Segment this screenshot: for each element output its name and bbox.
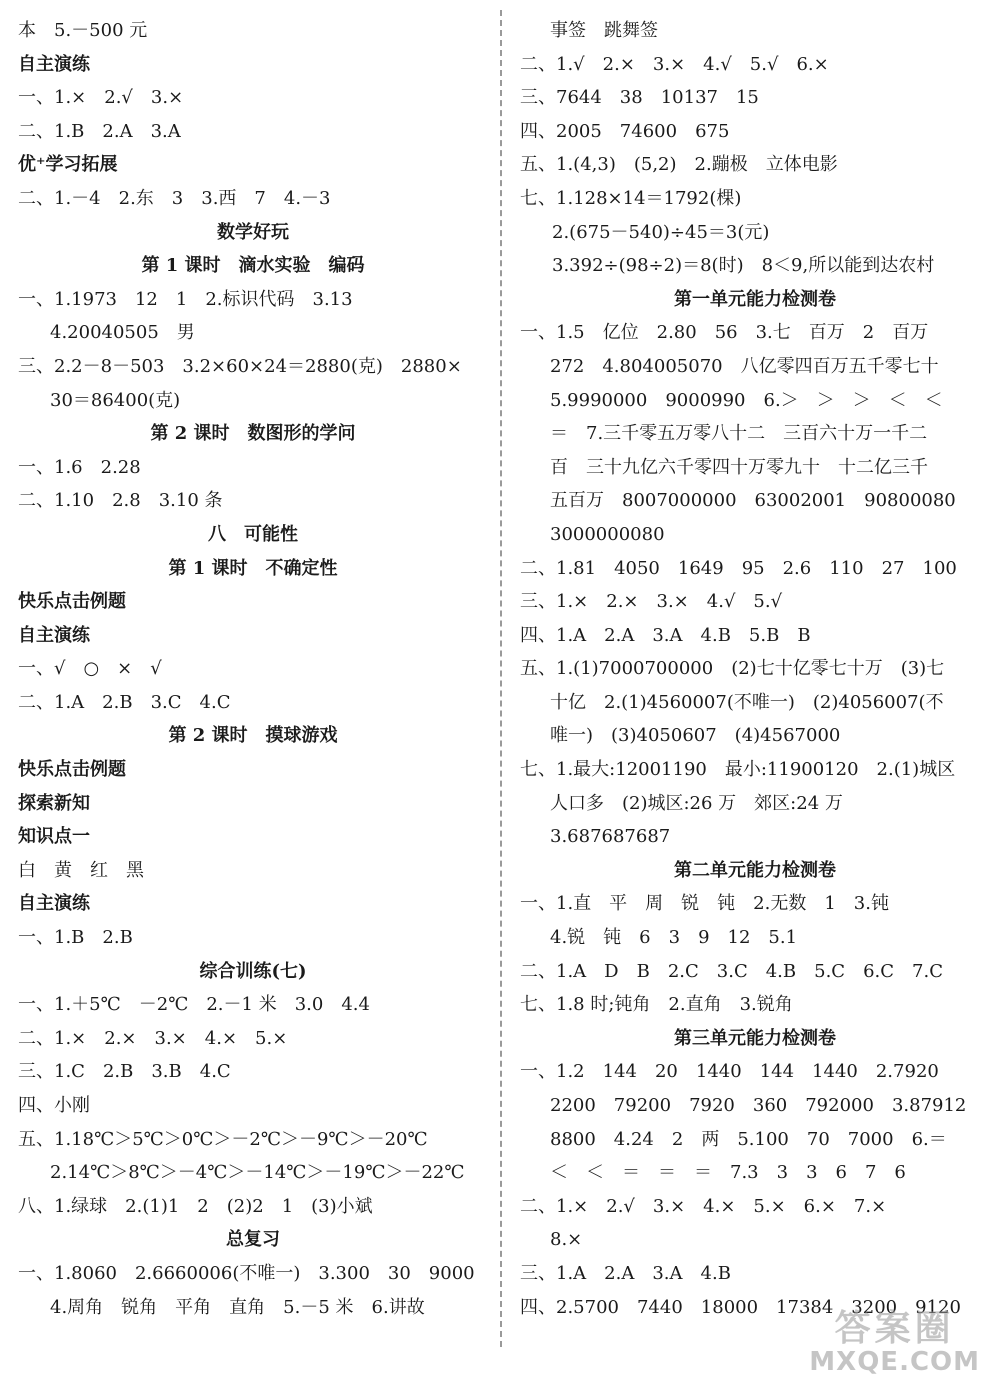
answer-line: 四、2005 74600 675 [520, 120, 730, 142]
answer-line: 一、1.8060 2.6660006(不唯一) 3.300 30 9000 [18, 1262, 475, 1284]
section-heading: 第 2 课时 摸球游戏 [168, 725, 338, 747]
answer-line: 2.(675－540)÷45＝3(元) [552, 221, 770, 243]
answer-line: 一、1.× 2.√ 3.× [18, 87, 184, 109]
answer-line: 二、1.× 2.× 3.× 4.× 5.× [18, 1027, 288, 1049]
left-answer-column [18, 14, 488, 1324]
watermark-logo [809, 1309, 980, 1377]
section-heading: 第二单元能力检测卷 [674, 859, 836, 881]
answer-line: 五百万 8007000000 63002001 90800080 [550, 490, 956, 512]
section-label: 优⁺学习拓展 [18, 154, 118, 176]
answer-line: 4.20040505 男 [50, 322, 195, 344]
answer-line: 四、1.A 2.A 3.A 4.B 5.B B [520, 624, 811, 646]
answer-line: 3000000080 [550, 523, 665, 545]
section-label: 快乐点击例题 [18, 591, 126, 613]
section-heading: 第 1 课时 不确定性 [168, 557, 338, 579]
answer-line: 二、1.10 2.8 3.10 条 [18, 490, 223, 512]
answer-line: 一、1.6 2.28 [18, 456, 141, 478]
answer-line: 五、1.(4,3) (5,2) 2.蹦极 立体电影 [520, 154, 838, 176]
answer-line: 8800 4.24 2 两 5.100 70 7000 6.＝ [550, 1128, 947, 1150]
right-answer-column [520, 14, 990, 1324]
answer-line: 一、1.2 144 20 1440 144 1440 2.7920 [520, 1061, 939, 1083]
section-heading: 第 1 课时 滴水实验 编码 [141, 255, 365, 277]
answer-line: 事签 跳舞签 [550, 20, 658, 41]
answer-line: 白 黄 红 黑 [18, 859, 144, 881]
answer-line: 百 三十九亿六千零四十万零九十 十二亿三千 [550, 456, 928, 478]
answer-line: 4.锐 钝 6 3 9 12 5.1 [550, 927, 798, 949]
section-label: 知识点一 [18, 826, 90, 848]
section-label: 自主演练 [18, 624, 90, 646]
answer-line: 8.× [550, 1229, 583, 1251]
answer-line: 二、1.× 2.√ 3.× 4.× 5.× 6.× 7.× [520, 1195, 887, 1217]
answer-line: 人口多 (2)城区:26 万 郊区:24 万 [550, 792, 843, 814]
answer-line: 二、1.√ 2.× 3.× 4.√ 5.√ 6.× [520, 53, 829, 75]
answer-line: 唯一) (3)4050607 (4)4567000 [550, 725, 841, 747]
answer-line: 十亿 2.(1)4560007(不唯一) (2)4056007(不 [550, 691, 944, 713]
answer-line: 一、1.B 2.B [18, 927, 133, 949]
section-heading: 第一单元能力检测卷 [674, 288, 836, 310]
answer-line: 三、1.A 2.A 3.A 4.B [520, 1262, 731, 1284]
answer-line: 2.14℃＞8℃＞－4℃＞－14℃＞－19℃＞－22℃ [50, 1162, 465, 1184]
answer-line: ＜ ＜ ＝ ＝ ＝ 7.3 3 3 6 7 6 [550, 1162, 906, 1184]
answer-line: 二、1.A D B 2.C 3.C 4.B 5.C 6.C 7.C [520, 960, 943, 982]
answer-line: 3.392÷(98÷2)＝8(时) 8＜9,所以能到达农村 [552, 255, 935, 277]
answer-line: 二、1.81 4050 1649 95 2.6 110 27 100 [520, 557, 957, 579]
answer-line: 四、小刚 [18, 1095, 90, 1116]
answer-line: 2200 79200 7920 360 792000 3.87912 [550, 1095, 967, 1116]
answer-line: 五、1.18℃＞5℃＞0℃＞－2℃＞－9℃＞－20℃ [18, 1128, 428, 1150]
section-heading: 数学好玩 [217, 221, 289, 243]
answer-line: 二、1.－4 2.东 3 3.西 7 4.－3 [18, 187, 331, 209]
answer-line: 五、1.(1)7000700000 (2)七十亿零七十万 (3)七 [520, 658, 945, 680]
answer-line: 二、1.B 2.A 3.A [18, 120, 181, 142]
answer-line: 七、1.128×14＝1792(棵) [520, 187, 742, 209]
section-label: 探索新知 [18, 792, 90, 814]
answer-line: 30＝86400(克) [50, 389, 181, 411]
section-heading: 八 可能性 [208, 523, 298, 545]
answer-line: 3.687687687 [550, 826, 671, 848]
section-heading: 第三单元能力检测卷 [674, 1027, 836, 1049]
answer-line: 5.9990000 9000990 6.＞ ＞ ＞ ＜ ＜ [550, 389, 943, 411]
answer-line: ＝ 7.三千零五万零八十二 三百六十万一千二 [550, 423, 928, 445]
answer-line: 三、1.× 2.× 3.× 4.√ 5.√ [520, 591, 783, 613]
answer-line: 一、1.5 亿位 2.80 56 3.七 百万 2 百万 [520, 322, 929, 344]
section-label: 自主演练 [18, 53, 90, 75]
answer-line: 七、1.最大:12001190 最小:11900120 2.(1)城区 [520, 759, 956, 781]
answer-line: 4.周角 锐角 平角 直角 5.－5 米 6.讲故 [50, 1296, 425, 1318]
answer-line: 二、1.A 2.B 3.C 4.C [18, 691, 231, 713]
section-label: 自主演练 [18, 893, 90, 915]
answer-line: 七、1.8 时;钝角 2.直角 3.锐角 [520, 994, 793, 1016]
answer-line: 一、1.直 平 周 锐 钝 2.无数 1 3.钝 [520, 893, 889, 915]
section-heading: 综合训练(七) [199, 960, 307, 982]
section-heading: 第 2 课时 数图形的学问 [150, 423, 356, 445]
answer-line: 一、√ ○ × √ [18, 658, 162, 680]
column-divider [500, 10, 502, 1347]
answer-line: 一、1.＋5℃ －2℃ 2.－1 米 3.0 4.4 [18, 994, 370, 1016]
section-label: 快乐点击例题 [18, 759, 126, 781]
watermark-cn-text: 答案圈 [834, 1307, 955, 1349]
answer-line: 三、7644 38 10137 15 [520, 87, 759, 109]
section-heading: 总复习 [226, 1229, 280, 1251]
answer-line: 八、1.绿球 2.(1)1 2 (2)2 1 (3)小斌 [18, 1195, 373, 1217]
answer-line: 四、2.5700 7440 18000 17384 3200 9120 [520, 1296, 961, 1318]
watermark-en-text: MXQE.COM [809, 1347, 980, 1378]
answer-line: 三、1.C 2.B 3.B 4.C [18, 1061, 231, 1083]
answer-line: 本 5.－500 元 [18, 20, 148, 41]
answer-line: 三、2.2－8－503 3.2×60×24＝2880(克) 2880× [18, 355, 462, 377]
answer-line: 272 4.804005070 八亿零四百万五千零七十 [550, 355, 939, 377]
answer-line: 一、1.1973 12 1 2.标识代码 3.13 [18, 288, 353, 310]
